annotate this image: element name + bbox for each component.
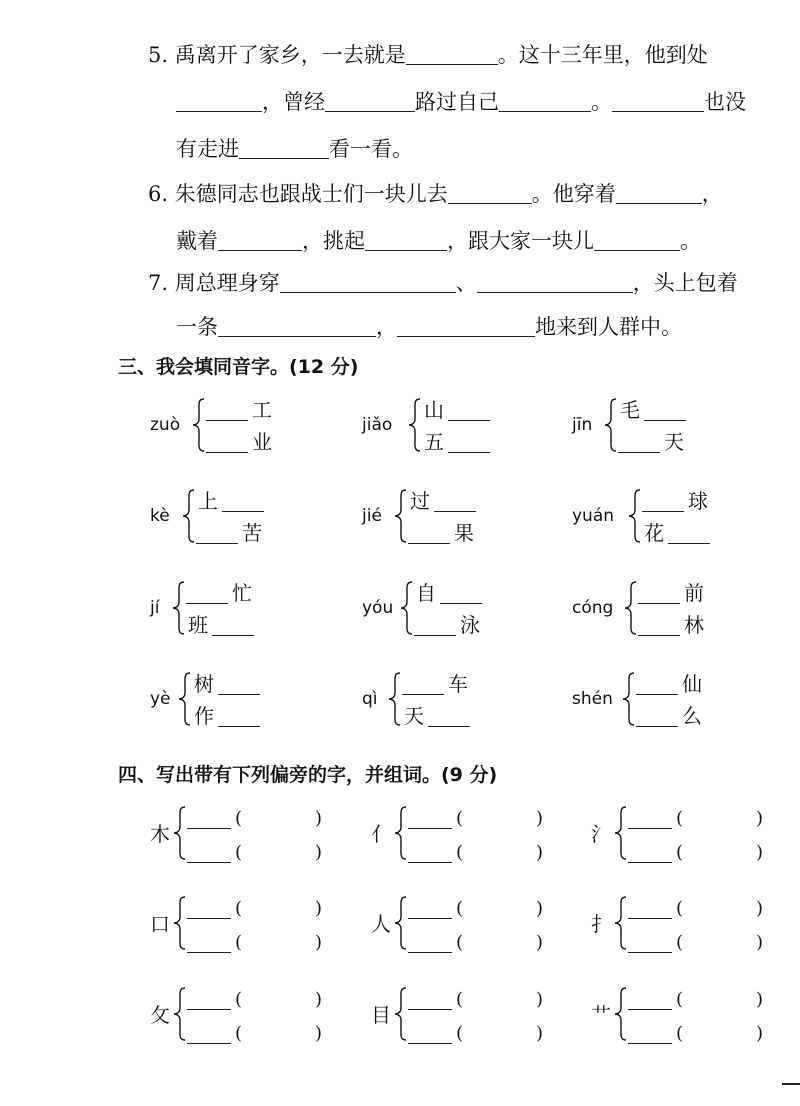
open-paren: ( <box>235 842 243 863</box>
given-character: 苦 <box>242 521 262 545</box>
answer-blank[interactable] <box>644 420 686 421</box>
close-paren: ) <box>315 842 323 863</box>
close-paren: ) <box>536 842 544 863</box>
q5-text: 看一看。 <box>329 137 413 161</box>
left-brace-icon <box>624 581 638 635</box>
left-brace-icon <box>192 398 206 452</box>
given-character: 忙 <box>232 581 252 605</box>
given-character: 泳 <box>460 613 480 637</box>
character-blank[interactable] <box>628 952 672 953</box>
q6-text: 。 <box>680 229 701 253</box>
q6-text: 6. 朱德同志也跟战士们一块儿去 <box>148 182 448 206</box>
answer-blank[interactable] <box>668 543 710 544</box>
left-brace-icon <box>622 672 636 726</box>
answer-blank[interactable] <box>616 181 702 204</box>
pinyin-label: kè <box>150 506 170 526</box>
q7-text: 7. 周总理身穿 <box>148 271 280 295</box>
answer-blank[interactable] <box>638 603 680 604</box>
left-brace-icon <box>408 398 422 452</box>
q5-line-1 <box>148 40 708 70</box>
given-character: 班 <box>188 613 208 637</box>
q6-text: ，挑起 <box>302 229 365 253</box>
q5-line-2 <box>176 87 746 117</box>
answer-blank[interactable] <box>222 511 264 512</box>
left-brace-icon <box>173 806 187 860</box>
close-paren: ) <box>315 932 323 953</box>
answer-blank[interactable] <box>440 603 482 604</box>
close-paren: ) <box>756 808 764 829</box>
given-character: 仙 <box>682 672 702 696</box>
given-character: 业 <box>252 430 272 454</box>
open-paren: ( <box>235 932 243 953</box>
character-blank[interactable] <box>187 1043 231 1044</box>
open-paren: ( <box>456 989 464 1010</box>
pinyin-label: yuán <box>572 506 615 526</box>
q7-line-2 <box>176 312 682 342</box>
answer-blank[interactable] <box>448 181 532 204</box>
radical-label: 口 <box>150 912 170 936</box>
pinyin-label: yè <box>150 689 171 709</box>
character-blank[interactable] <box>408 952 452 953</box>
q5-text: 有走进 <box>176 137 239 161</box>
q6-line-2 <box>176 226 701 256</box>
q7-text: 一条 <box>176 315 218 339</box>
given-character: 工 <box>252 398 272 422</box>
q5-line-3 <box>176 134 413 164</box>
answer-blank[interactable] <box>499 89 591 112</box>
pinyin-label: jié <box>362 506 382 526</box>
character-blank[interactable] <box>408 828 452 829</box>
pinyin-label: zuò <box>150 415 181 435</box>
answer-blank[interactable] <box>642 511 684 512</box>
answer-blank[interactable] <box>218 314 376 337</box>
answer-blank[interactable] <box>434 511 476 512</box>
given-character: 车 <box>448 672 468 696</box>
answer-blank[interactable] <box>397 314 535 337</box>
close-paren: ) <box>315 808 323 829</box>
answer-blank[interactable] <box>218 726 260 727</box>
radical-label: 人 <box>371 912 391 936</box>
left-brace-icon <box>614 987 628 1041</box>
q5-text: 。这十三年里，他到处 <box>497 43 708 67</box>
answer-blank[interactable] <box>477 270 633 293</box>
pinyin-label: jīn <box>572 415 593 435</box>
left-brace-icon <box>394 806 408 860</box>
radical-label: 扌 <box>591 912 611 936</box>
answer-blank[interactable] <box>406 42 498 65</box>
pinyin-label: yóu <box>362 598 394 618</box>
given-character: 树 <box>194 672 214 696</box>
character-blank[interactable] <box>187 862 231 863</box>
answer-blank[interactable] <box>176 89 262 112</box>
given-character: 作 <box>194 704 214 728</box>
open-paren: ( <box>456 932 464 953</box>
answer-blank[interactable] <box>280 270 456 293</box>
character-blank[interactable] <box>628 862 672 863</box>
q5-text: 也没 <box>704 90 746 114</box>
q5-text: ，曾经 <box>262 90 325 114</box>
left-brace-icon <box>394 489 408 543</box>
close-paren: ) <box>756 989 764 1010</box>
given-character: 天 <box>404 704 424 728</box>
answer-blank[interactable] <box>196 543 238 544</box>
close-paren: ) <box>536 1023 544 1044</box>
radical-label: 攵 <box>150 1003 170 1027</box>
left-brace-icon <box>178 672 192 726</box>
given-character: 自 <box>416 581 436 605</box>
open-paren: ( <box>676 808 684 829</box>
open-paren: ( <box>235 1023 243 1044</box>
section-3-title: 三、我会填同音字。(12 分) <box>118 356 359 378</box>
answer-blank[interactable] <box>408 543 450 544</box>
open-paren: ( <box>235 989 243 1010</box>
given-character: 山 <box>424 398 444 422</box>
character-blank[interactable] <box>408 1043 452 1044</box>
open-paren: ( <box>456 898 464 919</box>
page-edge-mark <box>782 1083 800 1085</box>
character-blank[interactable] <box>628 918 672 919</box>
pinyin-label: jiǎo <box>362 415 393 435</box>
answer-blank[interactable] <box>206 420 248 421</box>
given-character: 球 <box>688 489 708 513</box>
left-brace-icon <box>173 987 187 1041</box>
character-blank[interactable] <box>628 828 672 829</box>
given-character: 果 <box>454 521 474 545</box>
given-character: 上 <box>198 489 218 513</box>
answer-blank[interactable] <box>448 452 490 453</box>
character-blank[interactable] <box>187 828 231 829</box>
close-paren: ) <box>536 989 544 1010</box>
character-blank[interactable] <box>408 1009 452 1010</box>
open-paren: ( <box>235 898 243 919</box>
q7-text: ， <box>376 315 397 339</box>
answer-blank[interactable] <box>365 228 447 251</box>
pinyin-label: cóng <box>572 598 614 618</box>
open-paren: ( <box>676 1023 684 1044</box>
answer-blank[interactable] <box>448 420 490 421</box>
given-character: 花 <box>644 521 664 545</box>
answer-blank[interactable] <box>206 452 248 453</box>
character-blank[interactable] <box>408 862 452 863</box>
answer-blank[interactable] <box>325 89 415 112</box>
open-paren: ( <box>676 932 684 953</box>
open-paren: ( <box>456 842 464 863</box>
left-brace-icon <box>400 581 414 635</box>
answer-blank[interactable] <box>218 228 302 251</box>
close-paren: ) <box>315 989 323 1010</box>
radical-label: 艹 <box>591 1003 611 1027</box>
q6-line-1 <box>148 179 723 209</box>
q6-text: 戴着 <box>176 229 218 253</box>
left-brace-icon <box>614 806 628 860</box>
open-paren: ( <box>456 1023 464 1044</box>
left-brace-icon <box>182 489 196 543</box>
open-paren: ( <box>235 808 243 829</box>
radical-label: 目 <box>371 1003 391 1027</box>
q5-text: 。 <box>591 90 612 114</box>
given-character: 林 <box>684 613 704 637</box>
q7-text: ，头上包着 <box>632 271 738 295</box>
character-blank[interactable] <box>187 1009 231 1010</box>
q6-text: 。他穿着 <box>531 182 616 206</box>
close-paren: ) <box>756 898 764 919</box>
left-brace-icon <box>172 581 186 635</box>
left-brace-icon <box>614 896 628 950</box>
section-4-title: 四、写出带有下列偏旁的字，并组词。(9 分) <box>118 764 498 786</box>
answer-blank[interactable] <box>618 452 660 453</box>
pinyin-label: qì <box>362 689 378 709</box>
left-brace-icon <box>628 489 642 543</box>
q7-text: 地来到人群中。 <box>535 315 682 339</box>
answer-blank[interactable] <box>186 603 228 604</box>
radical-label: 氵 <box>591 822 611 846</box>
close-paren: ) <box>756 932 764 953</box>
answer-blank[interactable] <box>402 694 444 695</box>
answer-blank[interactable] <box>414 635 456 636</box>
given-character: 过 <box>410 489 430 513</box>
q7-text: 、 <box>455 271 477 295</box>
answer-blank[interactable] <box>638 635 680 636</box>
q7-line-1 <box>148 268 738 298</box>
pinyin-label: jí <box>150 598 160 618</box>
radical-label: 木 <box>150 822 170 846</box>
close-paren: ) <box>315 1023 323 1044</box>
character-blank[interactable] <box>408 918 452 919</box>
character-blank[interactable] <box>187 918 231 919</box>
open-paren: ( <box>676 842 684 863</box>
answer-blank[interactable] <box>239 136 329 159</box>
answer-blank[interactable] <box>212 635 254 636</box>
q5-text: 5. 禹离开了家乡，一去就是 <box>148 43 406 67</box>
given-character: 前 <box>684 581 704 605</box>
left-brace-icon <box>394 987 408 1041</box>
character-blank[interactable] <box>628 1009 672 1010</box>
q6-text: ，跟大家一块儿 <box>447 229 594 253</box>
left-brace-icon <box>604 398 618 452</box>
close-paren: ) <box>315 898 323 919</box>
answer-blank[interactable] <box>428 726 470 727</box>
answer-blank[interactable] <box>612 89 704 112</box>
q6-text: ， <box>701 182 723 206</box>
answer-blank[interactable] <box>636 694 678 695</box>
answer-blank[interactable] <box>594 228 680 251</box>
close-paren: ) <box>756 842 764 863</box>
close-paren: ) <box>536 808 544 829</box>
left-brace-icon <box>173 896 187 950</box>
given-character: 么 <box>682 704 702 728</box>
left-brace-icon <box>394 896 408 950</box>
pinyin-label: shén <box>572 689 613 709</box>
character-blank[interactable] <box>628 1043 672 1044</box>
answer-blank[interactable] <box>218 694 260 695</box>
open-paren: ( <box>676 898 684 919</box>
open-paren: ( <box>456 808 464 829</box>
q5-text: 路过自己 <box>415 90 499 114</box>
left-brace-icon <box>388 672 402 726</box>
character-blank[interactable] <box>187 952 231 953</box>
radical-label: 亻 <box>371 822 391 846</box>
given-character: 天 <box>664 430 684 454</box>
open-paren: ( <box>676 989 684 1010</box>
given-character: 毛 <box>620 398 640 422</box>
answer-blank[interactable] <box>636 726 678 727</box>
close-paren: ) <box>536 898 544 919</box>
close-paren: ) <box>536 932 544 953</box>
close-paren: ) <box>756 1023 764 1044</box>
given-character: 五 <box>424 430 444 454</box>
